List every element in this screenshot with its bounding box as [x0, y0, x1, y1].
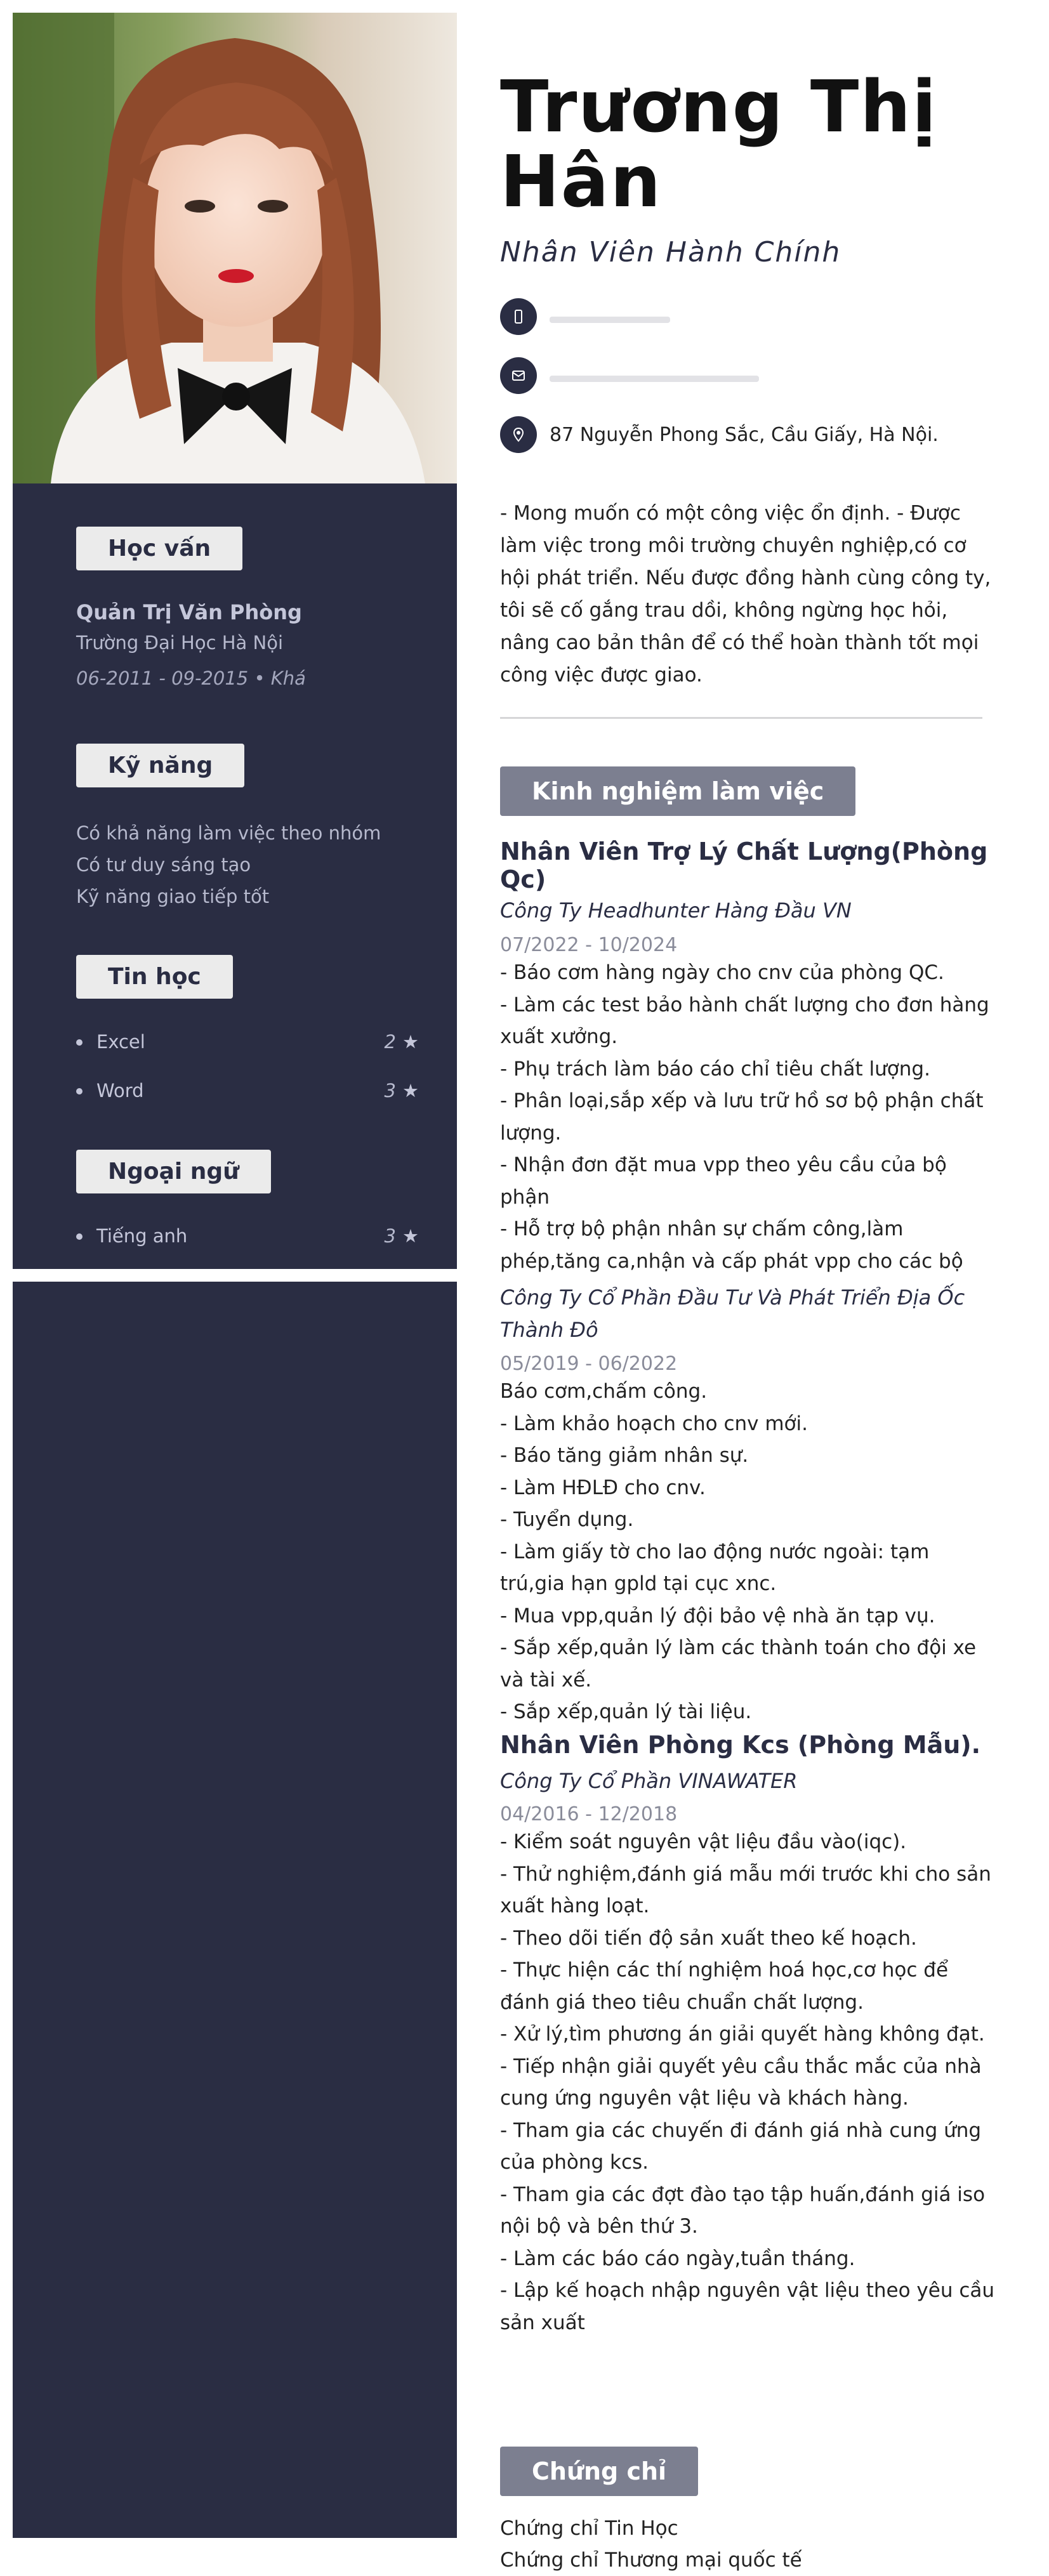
it-level: 2 [384, 1031, 396, 1053]
list-item [76, 1212, 419, 1261]
language-list [76, 1212, 419, 1261]
star-icon: ★ [402, 1031, 419, 1053]
job-period: 07/2022 - 10/2024 [500, 934, 678, 956]
job-period: 05/2019 - 06/2022 [500, 1353, 678, 1375]
address-text: 87 Nguyễn Phong Sắc, Cầu Giấy, Hà Nội. [550, 423, 939, 446]
contact-email [500, 357, 759, 394]
star-icon: ★ [402, 1080, 419, 1101]
career-objective: - Mong muốn có một công việc ổn định. - Được làm việc trong môi trường chuyên nghiệp,có cơ hội phát triển. Nếu được đồng hành cùng công ty, tôi sẽ cố gắng trau dồi, không ngừng học hỏi, nâng cao bản thân để có thể hoàn thành tốt mọi công việc được giao. [500, 502, 991, 687]
language-name: Tiếng anh [96, 1225, 188, 1247]
skill-item: Kỹ năng giao tiếp tốt [76, 886, 270, 907]
education-degree: Quản Trị Văn Phòng [76, 600, 302, 624]
education-heading: Học vấn [76, 527, 242, 570]
skills-heading: Kỹ năng [76, 744, 244, 787]
job-description: - Kiểm soát nguyên vật liệu đầu vào(iqc). - Thử nghiệm,đánh giá mẫu mới trước khi cho sản xuất hàng loạt. - Theo dõi tiến độ sản xuất theo kế hoạch. - Thực hiện các thí nghiệm hoá học,cơ học để đánh giá theo tiêu chuẩn chất lượng. - Xử lý,tìm phương án giải quyết hàng không đạt. - Tiếp nhận giải quyết yêu cầu thắc mắc của nhà cung ứng nguyên vật liệu và khách hàng. - Tham gia các chuyến đi đánh giá nhà cung ứng của phòng kcs. - Tham gia các đợt đào tạo tập huấn,đánh giá iso nội bộ và bên thứ 3. - Làm các báo cáo ngày,tuần tháng. - Lập kế hoạch nhập nguyên vật liệu theo yêu cầu sản xuất [500, 1830, 995, 2334]
profile-photo [13, 13, 457, 483]
certificate-item: Chứng chỉ Thương mại quốc tế [500, 2549, 802, 2572]
list-item [76, 1018, 419, 1067]
cv-page-1 [13, 13, 1036, 1273]
contact-phone [500, 298, 670, 335]
experience-heading: Kinh nghiệm làm việc [500, 766, 855, 816]
certificate-item: Chứng chỉ Tin Học [500, 2517, 678, 2540]
job-description: - Báo cơm hàng ngày cho cnv của phòng QC. - Làm các test bảo hành chất lượng cho đơn hàng xuất xưởng. - Phụ trách làm báo cáo chỉ tiêu chất lượng. - Phân loại,sắp xếp và lưu trữ hồ sơ bộ phận chất lượng. - Nhận đơn đặt mua vpp theo yêu cầu của bộ phận - Hỗ trợ bộ phận nhân sự chấm công,làm phép,tăng ca,nhận và cấp phát vpp cho các bộ [500, 961, 989, 1273]
divider [500, 717, 982, 719]
candidate-name: Trương Thị Hân [500, 66, 938, 223]
star-icon: ★ [402, 1225, 419, 1247]
location-icon [500, 416, 537, 453]
it-list [76, 1018, 419, 1115]
list-item [76, 1067, 419, 1115]
job-title: Nhân Viên Phòng Kcs (Phòng Mẫu). [500, 1731, 981, 1759]
sidebar [13, 1282, 457, 2538]
languages-heading: Ngoại ngữ [76, 1150, 271, 1193]
job-title: Nhân Viên Trợ Lý Chất Lượng(Phòng Qc) [500, 838, 988, 893]
education-meta: 06-2011 - 09-2015 • Khá [76, 667, 306, 689]
email-icon [500, 357, 537, 394]
it-name: Excel [96, 1031, 145, 1053]
it-name: Word [96, 1080, 144, 1101]
cv-page-2 [13, 1282, 1036, 2572]
job-description: Báo cơm,chấm công. - Làm khảo hoạch cho cnv mới. - Báo tăng giảm nhân sự. - Làm HĐLĐ cho cnv. - Tuyển dụng. - Làm giấy tờ cho lao động nước ngoài: tạm trú,gia hạn gpld tại cục xnc. - Mua vpp,quản lý đội bảo vệ nhà ăn tạp vụ. - Sắp xếp,quản lý làm các thành toán cho đội xe và tài xế. - Sắp xếp,quản lý tài liệu. [500, 1380, 977, 1723]
language-level: 3 [384, 1225, 396, 1247]
phone-icon [500, 298, 537, 335]
skill-item: Có tư duy sáng tạo [76, 854, 251, 876]
job-company: Công Ty Headhunter Hàng Đầu VN [500, 898, 852, 923]
skill-item: Có khả năng làm việc theo nhóm [76, 822, 381, 844]
job-company: Công Ty Cổ Phần Đầu Tư Và Phát Triển Địa Ốc Thành Đô [500, 1285, 965, 1342]
sidebar [13, 13, 457, 1269]
it-heading: Tin học [76, 955, 233, 999]
education-school: Trường Đại Học Hà Nội [76, 632, 284, 654]
contact-address [500, 416, 939, 453]
job-company: Công Ty Cổ Phần VINAWATER [500, 1769, 798, 1793]
certificates-heading: Chứng chỉ [500, 2447, 698, 2496]
candidate-role: Nhân Viên Hành Chính [500, 236, 841, 268]
job-period: 04/2016 - 12/2018 [500, 1803, 678, 1825]
it-level: 3 [384, 1080, 396, 1101]
